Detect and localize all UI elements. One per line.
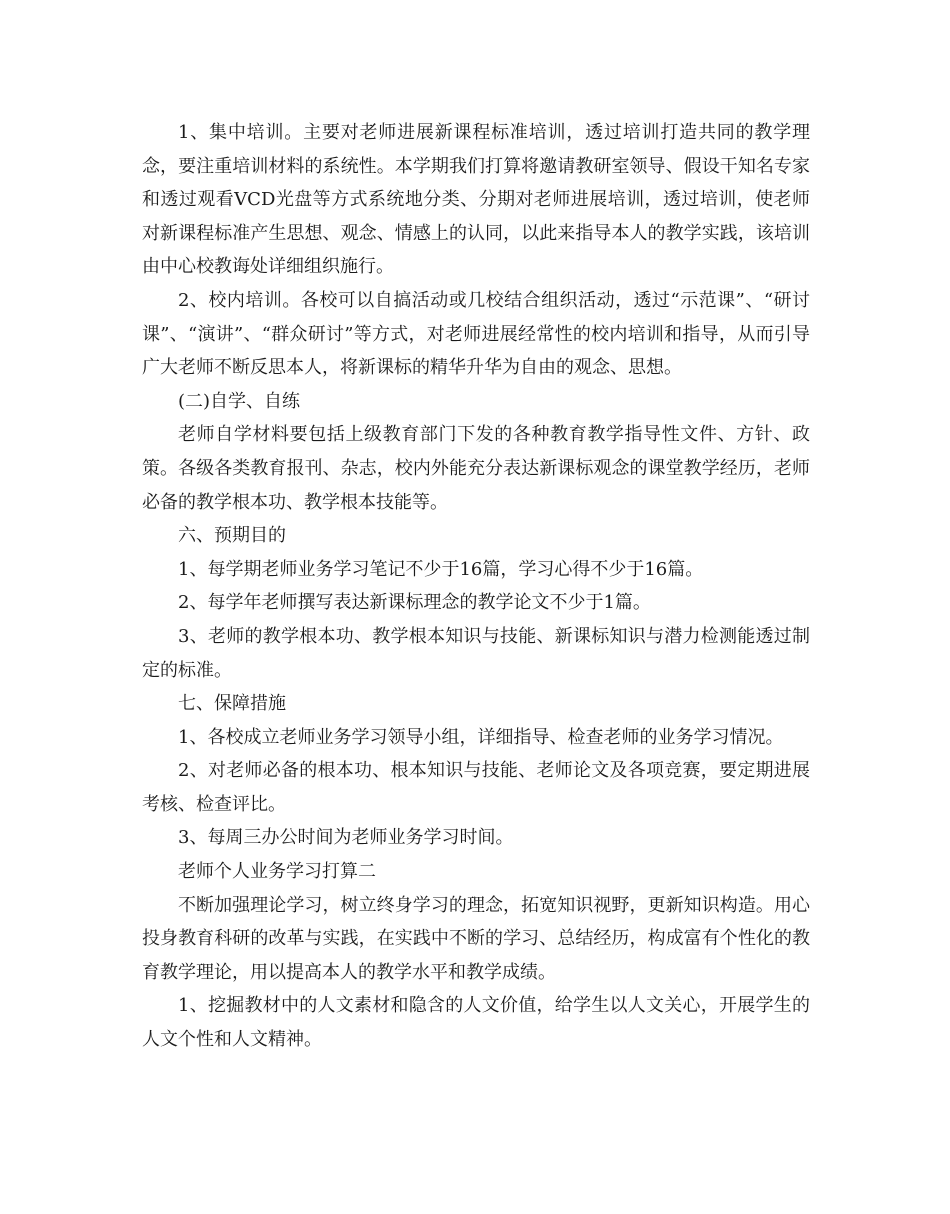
paragraph-goal-2: 2、每学年老师撰写表达新课标理念的教学论文不少于1篇。 bbox=[178, 592, 651, 614]
paragraph-safeguard-3: 3、每周三办公时间为老师业务学习时间。 bbox=[178, 827, 514, 849]
paragraph-safeguard-2: 2、对老师必备的根本功、根本知识与技能、老师论文及各项竞赛，要定期进展考核、检查评比。 bbox=[142, 760, 810, 815]
heading-safeguards: 七、保障措施 bbox=[178, 693, 286, 715]
subheading-self-study: (二)自学、自练 bbox=[178, 390, 301, 412]
paragraph-self-study: 老师自学材料要包括上级教育部门下发的各种教育教学指导性文件、方针、政策。各级各类教育报刊、杂志，校内外能充分表达新课标观念的课堂教学经历，老师必备的教学根本功、教学根本技能等。 bbox=[142, 424, 810, 513]
paragraph-training-centralized: 1、集中培训。主要对老师进展新课程标准培训，透过培训打造共同的教学理念，要注重培训材料的系统性。本学期我们打算将邀请教研室领导、假设干知名专家和透过观看VCD光盘等方式系统地分类、分期对老师进展培训，透过培训，使老师对新课程标准产生思想、观念、情感上的认同，以此来指导本人的教学实践，该培训由中心校教诲处详细组织施行。 bbox=[142, 122, 810, 278]
document-body bbox=[142, 116, 810, 1057]
paragraph-plan-two-intro: 不断加强理论学习，树立终身学习的理念，拓宽知识视野，更新知识构造。用心投身教育科研的改革与实践，在实践中不断的学习、总结经历，构成富有个性化的教育教学理论，用以提高本人的教学水平和教学成绩。 bbox=[142, 894, 810, 983]
paragraph-plan-two-item-1: 1、挖掘教材中的人文素材和隐含的人文价值，给学生以人文关心，开展学生的人文个性和人文精神。 bbox=[142, 995, 810, 1051]
heading-plan-two: 老师个人业务学习打算二 bbox=[178, 861, 376, 883]
paragraph-safeguard-1: 1、各校成立老师业务学习领导小组，详细指导、检查老师的业务学习情况。 bbox=[178, 726, 784, 748]
paragraph-goal-3: 3、老师的教学根本功、教学根本知识与技能、新课标知识与潜力检测能透过制定的标准。 bbox=[142, 625, 810, 681]
paragraph-goal-1: 1、每学期老师业务学习笔记不少于16篇，学习心得不少于16篇。 bbox=[178, 558, 704, 580]
paragraph-training-school: 2、校内培训。各校可以自搞活动或几校结合组织活动，透过“示范课”、“研讨课”、“演讲”、“群众研讨”等方式，对老师进展经常性的校内培训和指导，从而引导广大老师不断反思本人，将新课标的精华升华为自由的观念、思想。 bbox=[142, 289, 810, 379]
heading-expected-goals: 六、预期目的 bbox=[178, 525, 286, 547]
